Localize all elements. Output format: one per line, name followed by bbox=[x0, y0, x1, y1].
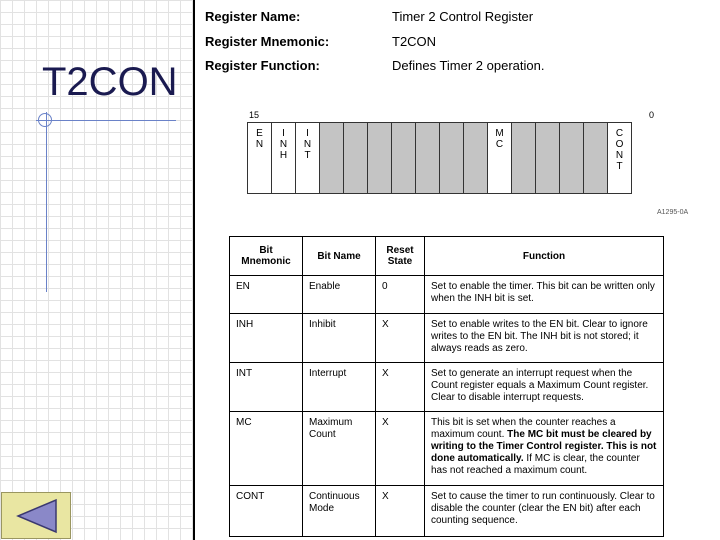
register-bit-label bbox=[471, 123, 481, 128]
register-bit-cell bbox=[296, 123, 320, 194]
register-bit-label bbox=[447, 123, 457, 128]
register-mnemonic-label: Register Mnemonic: bbox=[205, 34, 330, 49]
register-bit-label bbox=[567, 123, 577, 128]
decorative-vertical-line bbox=[46, 112, 47, 292]
function-cell bbox=[425, 412, 664, 486]
column-header: Bit Name bbox=[303, 237, 376, 276]
bit-mnemonic-cell: INH bbox=[230, 314, 303, 363]
register-bit-label: I N H bbox=[279, 128, 288, 161]
register-mnemonic-value: T2CON bbox=[392, 34, 437, 49]
register-name-label: Register Name: bbox=[205, 9, 301, 24]
register-bit-label bbox=[327, 123, 337, 128]
triangle-left-icon bbox=[16, 498, 58, 534]
bit-name-cell: Enable bbox=[303, 276, 376, 314]
column-header: Function bbox=[425, 237, 664, 276]
bit-mnemonic-cell: CONT bbox=[230, 486, 303, 537]
register-bit-label: I N T bbox=[303, 128, 312, 161]
bit-description-table bbox=[229, 236, 664, 537]
bit-mnemonic-cell: INT bbox=[230, 363, 303, 412]
reset-state-cell: X bbox=[376, 314, 425, 363]
function-cell: Set to enable writes to the EN bit. Clear to ignore writes to the EN bit. The INH bit is not stored; it always reads as zero. bbox=[425, 314, 664, 363]
reset-state-cell: X bbox=[376, 412, 425, 486]
register-bit-cell bbox=[488, 123, 512, 194]
unused-bit-cell bbox=[560, 123, 584, 194]
function-text: If MC is clear, the counter has not reached a maximum count. bbox=[431, 453, 640, 476]
figure-tag: A1295-0A bbox=[657, 209, 689, 216]
register-bit-label: C O N T bbox=[615, 128, 624, 172]
table-row bbox=[230, 276, 664, 314]
table-row bbox=[230, 363, 664, 412]
unused-bit-cell bbox=[416, 123, 440, 194]
table-header-row bbox=[230, 237, 664, 276]
register-bit-label: M C bbox=[495, 128, 504, 150]
unused-bit-cell bbox=[464, 123, 488, 194]
previous-slide-button[interactable] bbox=[1, 492, 71, 539]
slide-title: T2CON bbox=[42, 60, 178, 104]
register-document bbox=[193, 0, 720, 540]
reset-state-cell: 0 bbox=[376, 276, 425, 314]
function-text: This bit is set when the counter reaches a maximum count. bbox=[431, 417, 616, 440]
msb-bit-number: 15 bbox=[249, 110, 260, 120]
decorative-circle bbox=[38, 113, 52, 127]
unused-bit-cell bbox=[536, 123, 560, 194]
table-row bbox=[230, 412, 664, 486]
unused-bit-cell bbox=[320, 123, 344, 194]
function-cell: Set to generate an interrupt request when the Count register equals a Maximum Count register. Clear to disable interrupt requests. bbox=[425, 363, 664, 412]
bit-mnemonic-cell: EN bbox=[230, 276, 303, 314]
unused-bit-cell bbox=[392, 123, 416, 194]
register-bit-label bbox=[399, 123, 409, 128]
unused-bit-cell bbox=[584, 123, 608, 194]
register-bit-label: E N bbox=[255, 128, 264, 150]
register-bit-label bbox=[519, 123, 529, 128]
table-row bbox=[230, 314, 664, 363]
column-header: Bit Mnemonic bbox=[230, 237, 303, 276]
register-function-label: Register Function: bbox=[205, 58, 320, 73]
register-bit-label bbox=[351, 123, 361, 128]
function-bold-text: The MC bit must be cleared by writing to the Timer Control register. This is not done automatically. bbox=[431, 429, 657, 464]
function-cell: Set to cause the timer to run continuously. Clear to disable the counter (clear the EN bit) after each counting sequence. bbox=[425, 486, 664, 537]
lsb-bit-number: 0 bbox=[649, 110, 655, 120]
unused-bit-cell bbox=[512, 123, 536, 194]
register-bit-label bbox=[591, 123, 601, 128]
register-bit-label bbox=[375, 123, 385, 128]
register-name-value: Timer 2 Control Register bbox=[392, 9, 534, 24]
bit-mnemonic-cell: MC bbox=[230, 412, 303, 486]
register-function-value: Defines Timer 2 operation. bbox=[392, 58, 545, 73]
register-bit-label bbox=[543, 123, 553, 128]
unused-bit-cell bbox=[368, 123, 392, 194]
column-header: Reset State bbox=[376, 237, 425, 276]
bit-name-cell: Inhibit bbox=[303, 314, 376, 363]
bit-name-cell: Continuous Mode bbox=[303, 486, 376, 537]
unused-bit-cell bbox=[440, 123, 464, 194]
unused-bit-cell bbox=[344, 123, 368, 194]
reset-state-cell: X bbox=[376, 363, 425, 412]
function-cell: Set to enable the timer. This bit can be written only when the INH bit is set. bbox=[425, 276, 664, 314]
bit-name-cell: Maximum Count bbox=[303, 412, 376, 486]
bit-name-cell: Interrupt bbox=[303, 363, 376, 412]
reset-state-cell: X bbox=[376, 486, 425, 537]
register-bit-cell bbox=[248, 123, 272, 194]
table-row bbox=[230, 486, 664, 537]
register-bit-label bbox=[423, 123, 433, 128]
register-bit-diagram bbox=[247, 122, 632, 194]
register-bit-cell bbox=[272, 123, 296, 194]
register-bit-cell bbox=[608, 123, 632, 194]
decorative-horizontal-line bbox=[36, 120, 176, 121]
